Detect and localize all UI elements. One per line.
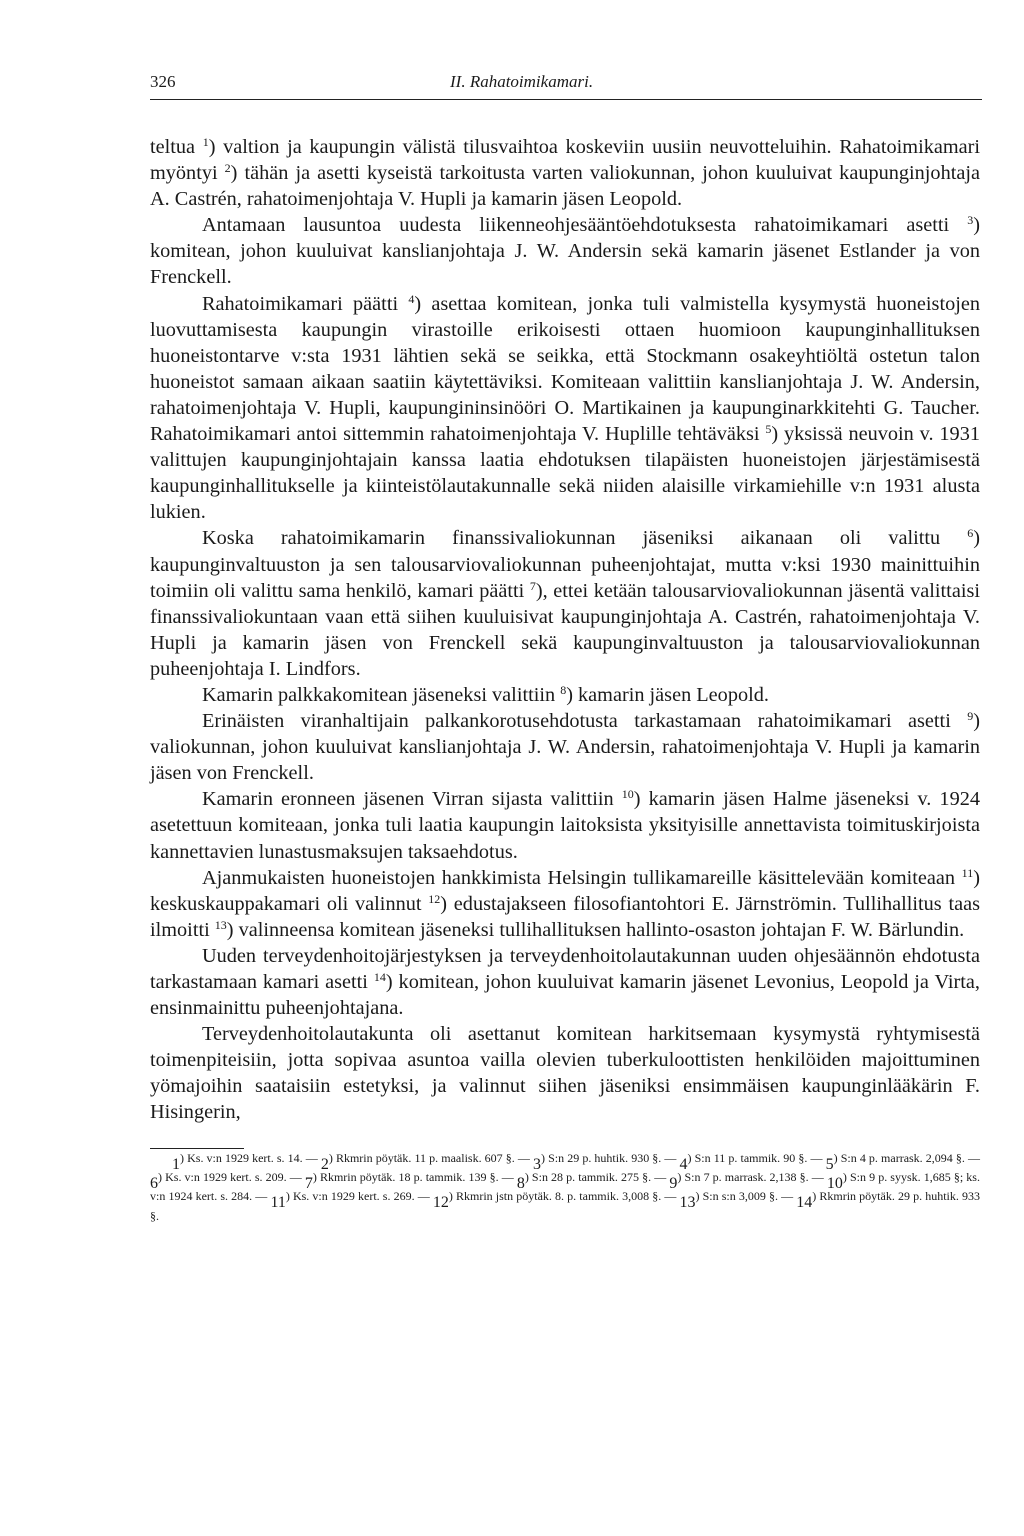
text-run: Kamarin eronneen jäsenen Virran sijasta valittiin <box>202 788 622 811</box>
text-run: ) asettaa komitean, jonka tuli valmistella kysymystä huoneistojen luovuttamisesta kaupungin virastoille erikoisesti ottaen huomioon kaupunginhallituksen huoneistontarve v:sta 1931 lähtien sekä se seikka, että Stockmann osakeyhtiöltä ostetun talon huoneistot samaan aikaan saatiin käytettäviksi. Komiteaan valittiin kanslianjohtaja J. W. Andersin, rahatoimenjohtaja V. Hupli, kaupungininsinööri O. Martikainen ja kaupunginarkkitehti G. Taucher. Rahatoimikamari antoi sittemmin rahatoimenjohtaja V. Huplille tehtäväksi <box>150 292 980 446</box>
text-run: ) kamarin jäsen Halme jäseneksi v. 1924 asetettuun komiteaan, jonka tuli laatia kaupungin laitoksista yksityisille annettavista toimituskirjoista kannettavien lunastusmaksujen taksaehdotus. <box>150 788 980 863</box>
footnote-marker: ) S:n 11 p. tammik. 90 §. — <box>687 1150 826 1165</box>
paragraph <box>150 134 980 212</box>
text-run: ) kamarin jäsen Leopold. <box>566 683 769 706</box>
text-run: teltua <box>150 136 203 158</box>
running-header <box>150 72 980 96</box>
footnote-marker: 14 <box>373 970 386 984</box>
footnote-marker: ) Ks. v:n 1929 kert. s. 209. — <box>158 1169 305 1184</box>
paragraph <box>150 1021 980 1125</box>
paragraph <box>150 786 980 864</box>
text-run: 4 <box>679 1155 688 1173</box>
paragraph <box>150 708 980 786</box>
text-run: ) valtion ja kaupungin välistä tilusvaihtoa koskeviin uusiin neuvotteluihin. Rahatoimikamari myöntyi <box>150 136 981 185</box>
text-run: 5 <box>825 1155 834 1173</box>
footnote-separator <box>150 1148 244 1149</box>
paragraph <box>150 943 980 1021</box>
footnotes <box>150 1150 981 1233</box>
text-run: 13 <box>679 1194 696 1212</box>
footnote-marker: 13 <box>214 917 227 932</box>
header-rule <box>150 99 982 100</box>
text-run: 6 <box>150 1174 158 1192</box>
footnote-marker: ) S:n 29 p. huhtik. 930 §. — <box>541 1150 680 1165</box>
footnote-marker: ) Rkmrin pöytäk. 18 p. tammik. 139 §. — <box>312 1169 517 1184</box>
text-run: Ajanmukaisten huoneistojen hankkimista Helsingin tullikamareille käsittelevään komiteaan <box>202 866 962 889</box>
text-run: Kamarin palkkakomitean jäseneksi valittiin <box>202 683 561 706</box>
document-page <box>150 72 980 1232</box>
running-title: II. Rahatoimikamari. <box>450 72 594 91</box>
footnote-marker: ) Rkmrin pöytäk. 29 p. huhtik. 933 §. <box>150 1189 981 1223</box>
text-run: 12 <box>432 1194 449 1212</box>
footnote-marker: ) S:n 9 p. syysk. 1,685 §; ks. v:n 1924 kert. s. 284. — <box>150 1169 980 1204</box>
footnote-marker: 6 <box>967 526 974 541</box>
text-run: ) yksissä neuvoin v. 1931 valittujen kaupunginjohtajain kanssa laatia ehdotuksen tilapäisten huoneistojen järjestämisestä kaupunginhallitukselle ja kiinteistölautakunnalle sekä niiden alaisille virkamiehille v:n 1931 alusta lukien. <box>150 423 980 524</box>
footnote-marker: 9 <box>967 709 974 724</box>
footnote-marker: ) Ks. v:n 1929 kert. s. 269. — <box>285 1189 433 1204</box>
footnote-marker: ) Ks. v:n 1929 kert. s. 14. — <box>180 1150 321 1165</box>
footnote-marker: 11 <box>961 865 974 880</box>
footnote-block <box>150 1150 981 1233</box>
footnote-marker: 5 <box>765 422 772 437</box>
text-run: Erinäisten viranhaltijain palkankorotusehdotusta tarkastamaan rahatoimikamari asetti <box>202 710 968 733</box>
text-run: 8 <box>516 1174 525 1192</box>
text-run: ) valiokunnan, johon kuuluivat kanslianjohtaja J. W. Andersin, rahatoimenjohtaja V. Hupli ja kamarin jäsen von Frenckell. <box>150 710 980 785</box>
text-run: 3 <box>533 1155 541 1173</box>
footnote-marker: 3 <box>967 213 974 228</box>
text-run: ) kaupunginvaltuuston ja sen talousarviovaliokunnan puheenjohtajat, mutta v:ksi 1930 mainittuihin toimiin oli valittu sama henkilö, kamari päätti <box>150 527 980 602</box>
text-run: ) komitean, johon kuuluivat kanslianjohtaja J. W. Andersin sekä kamarin jäsenet Estlander ja von Frenckell. <box>150 214 980 289</box>
footnote-marker: ) Rkmrin jstn pöytäk. 8. p. tammik. 3,008 §. — <box>448 1189 680 1204</box>
text-run: Antamaan lausuntoa uudesta liikenneohjesääntöehdotuksesta rahatoimikamari asetti <box>202 214 968 237</box>
text-run: 10 <box>826 1174 843 1192</box>
text-run: ), ettei ketään talousarviovaliokunnan jäsentä valittaisi finanssivaliokuntaan vaan että siihen kuuluisivat kaupunginjohtaja A. Castrén, rahatoimenjohtaja V. Hupli ja kamarin jäsen von Frenckell sekä kaupunginvaltuuston ja talousarviovaliokunnan puheenjohtaja I. Lindfors. <box>150 579 980 680</box>
footnote-marker: 2 <box>224 161 231 176</box>
footnote-marker: ) S:n 4 p. marrask. 2,094 §. — <box>833 1150 981 1165</box>
text-run: ) tähän ja asetti kyseistä tarkoitusta varten valiokunnan, johon kuuluivat kaupunginjohtaja A. Castrén, rahatoimenjohtaja V. Hupli ja kamarin jäsen Leopold. <box>150 162 980 211</box>
text-run: Terveydenhoitolautakunta oli asettanut komitean harkitsemaan kysymystä ryhtymisestä toimenpiteisiin, jotta sopivaa asuntoa vailla olevien tuberkuloottisten henkilöiden majoittuminen yömajoihin saataisiin estetyksi, ja valinnut siihen jäseniksi ensimmäisen kaupunginlääkärin F. Hisingerin, <box>150 1023 980 1124</box>
footnote-marker: 4 <box>408 291 415 306</box>
text-run: ) valinneensa komitean jäseneksi tullihallituksen hallinto-osaston johtajan F. W. Bärlundin. <box>226 918 965 941</box>
footnote-marker: ) S:n 28 p. tammik. 275 §. — <box>524 1169 670 1184</box>
text-run: Rahatoimikamari päätti <box>202 292 409 315</box>
text-run: 11 <box>270 1194 286 1212</box>
footnote-marker: 12 <box>428 891 441 906</box>
paragraph <box>150 291 980 526</box>
paragraph <box>150 212 980 290</box>
text-run: 14 <box>796 1194 813 1212</box>
page-number: 326 <box>150 72 176 91</box>
text-run: 9 <box>669 1174 678 1192</box>
body-text <box>150 134 980 1126</box>
paragraph <box>150 525 980 682</box>
text-run: ) edustajakseen filosofiantohtori E. Järnströmin. Tullihallitus taas ilmoitti <box>150 892 980 941</box>
footnote-marker: ) S:n s:n 3,009 §. — <box>695 1189 797 1204</box>
text-run: 2 <box>320 1155 329 1173</box>
paragraph <box>150 682 980 708</box>
paragraph <box>150 865 980 943</box>
footnote-marker: ) Rkmrin pöytäk. 11 p. maalisk. 607 §. — <box>328 1150 533 1165</box>
footnote-marker: 10 <box>621 787 634 802</box>
footnote-marker: 7 <box>529 578 536 593</box>
text-run: Uuden terveydenhoitojärjestyksen ja terveydenhoitolautakunnan uuden ohjesäännön ehdotusta tarkastamaan kamari asetti <box>150 944 980 993</box>
footnote-marker: ) S:n 7 p. marrask. 2,138 §. — <box>677 1169 827 1184</box>
text-run: Koska rahatoimikamarin finanssivaliokunnan jäseniksi aikanaan oli valittu <box>202 527 968 550</box>
footnote-marker: 1 <box>202 135 209 149</box>
text-run: 7 <box>304 1174 313 1192</box>
footnote-marker: 8 <box>560 682 567 697</box>
text-run: 1 <box>172 1155 180 1173</box>
text-run: ) komitean, johon kuuluivat kamarin jäsenet Levonius, Leopold ja Virta, ensinmainittu puheenjohtajana. <box>150 971 980 1020</box>
text-run: ) keskuskauppakamari oli valinnut <box>150 866 980 915</box>
